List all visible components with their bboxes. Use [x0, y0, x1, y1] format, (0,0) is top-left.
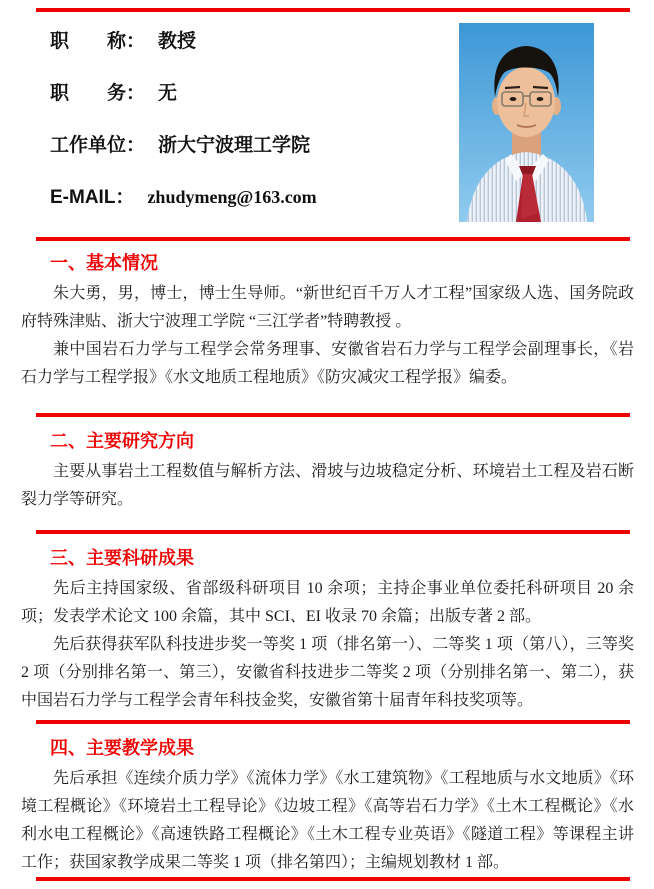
section-basic-info-paragraph: 朱大勇，男，博士，博士生导师。“新世纪百千万人才工程”国家级人选、国务院政府特殊津贴、浙大宁波理工学院 “三江学者”特聘教授 。: [21, 285, 634, 330]
profile-photo: [459, 23, 594, 222]
section-basic-info-paragraph: 兼中国岩石力学与工程学会常务理事、安徽省岩石力学与工程学会副理事长，《岩石力学与工程学报》《水文地质工程地质》《防灾减灾工程学报》编委。: [21, 341, 634, 386]
field-workunit: [50, 130, 317, 182]
divider-bottom: [36, 877, 630, 881]
field-title-value: 教授: [158, 31, 197, 52]
profile-info-block: [0, 12, 654, 237]
field-position-label: 职 务：: [50, 83, 146, 104]
section-research-directions-title: 二、主要研究方向: [50, 431, 194, 451]
field-position-value: 无: [158, 83, 178, 104]
field-email: [50, 182, 317, 234]
field-email-label: E-MAIL：: [50, 187, 135, 208]
field-workunit-value: 浙大宁波理工学院: [158, 135, 311, 156]
section-research-directions: [0, 419, 654, 514]
field-workunit-label: 工作单位：: [50, 135, 146, 156]
section-research-achievements: [0, 536, 654, 715]
section-research-directions-paragraph: 主要从事岩土工程数值与解析方法、滑坡与边坡稳定分析、环境岩土工程及岩石断裂力学等研究。: [21, 463, 634, 508]
section-research-achievements-title: 三、主要科研成果: [50, 548, 194, 568]
field-position: [50, 78, 317, 130]
divider-2: [36, 413, 630, 417]
section-research-achievements-paragraph: 先后获得获军队科技进步奖一等奖 1 项（排名第一）、二等奖 1 项（第八），三等奖 2 项（分别排名第一、第三），安徽省科技进步二等奖 2 项（分别排名第一、第二），获中国岩石力学与工程学会青年科技金奖，安徽省第十届青年科技奖项等。: [21, 636, 634, 709]
field-email-value: zhudymeng@163.com: [147, 187, 317, 207]
divider-3: [36, 530, 630, 534]
field-title: [50, 26, 317, 78]
divider-4: [36, 720, 630, 724]
profile-fields: [50, 26, 317, 234]
section-basic-info-title: 一、基本情况: [50, 253, 158, 273]
section-teaching-achievements-paragraph: 先后承担《连续介质力学》《流体力学》《水工建筑物》《工程地质与水文地质》《环境工程概论》《环境岩土工程导论》《边坡工程》《高等岩石力学》《土木工程概论》《水利水电工程概论》《高速铁路工程概论》《土木工程专业英语》《隧道工程》等课程主讲工作；获国家教学成果二等奖 1 项（排名第四）；主编规划教材 1 部。: [21, 770, 634, 871]
field-title-label: 职 称：: [50, 31, 146, 52]
section-teaching-achievements: [0, 726, 654, 877]
section-basic-info: [0, 241, 654, 392]
section-teaching-achievements-title: 四、主要教学成果: [50, 738, 194, 758]
section-research-achievements-paragraph: 先后主持国家级、省部级科研项目 10 余项；主持企事业单位委托科研项目 20 余项；发表学术论文 100 余篇，其中 SCI、EI 收录 70 余篇；出版专著 2 部。: [21, 580, 634, 625]
